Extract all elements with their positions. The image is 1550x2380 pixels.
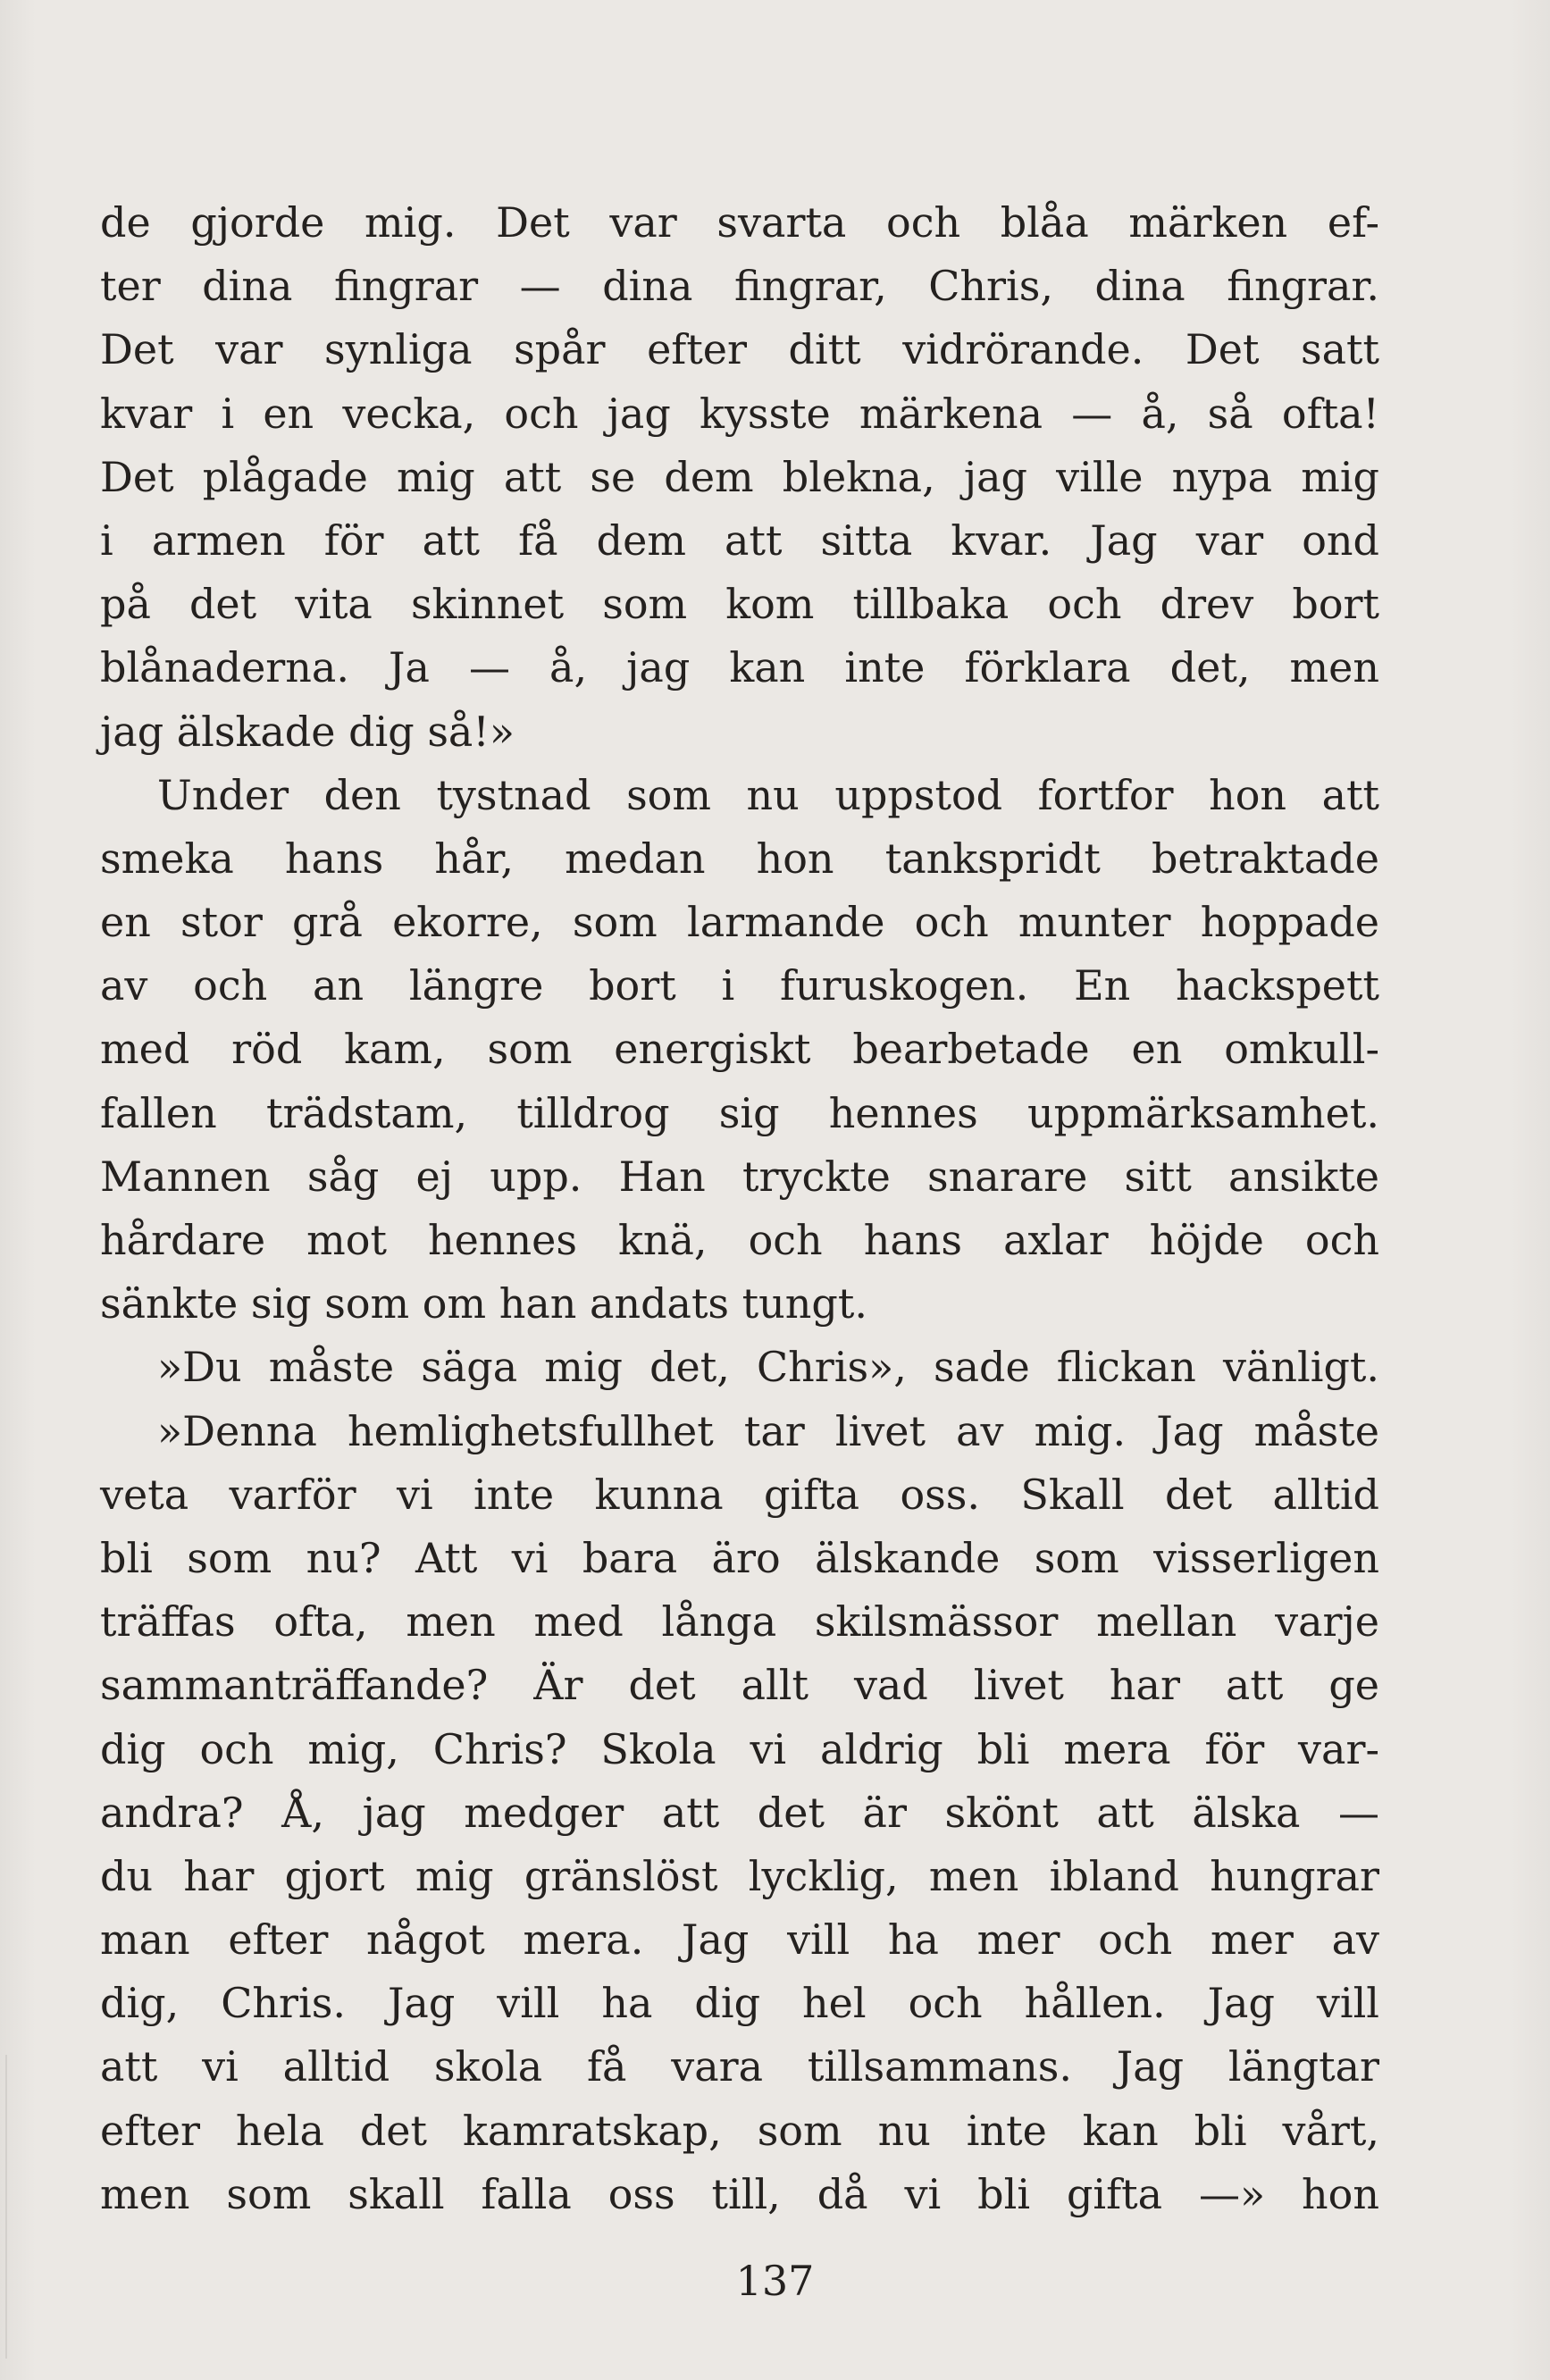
text-line: dig och mig, Chris? Skola vi aldrig bli mera för var- bbox=[100, 1724, 1379, 1773]
text-line: Det plågade mig att se dem blekna, jag ville nypa mig bbox=[100, 452, 1379, 501]
text-line: sammanträffande? Är det allt vad livet har att ge bbox=[100, 1661, 1379, 1710]
text-line: jag älskade dig så!» bbox=[100, 707, 515, 756]
text-line: att vi alltid skola få vara tillsammans. Jag längtar bbox=[100, 2042, 1379, 2091]
text-line: kvar i en vecka, och jag kysste märkena — å, så ofta! bbox=[100, 389, 1379, 438]
text-line: träffas ofta, men med långa skilsmässor mellan varje bbox=[100, 1597, 1379, 1647]
text-line: på det vita skinnet som kom tillbaka och drev bort bbox=[100, 580, 1379, 629]
text-line: av och an längre bort i furuskogen. En hackspett bbox=[100, 961, 1379, 1010]
text-line: man efter något mera. Jag vill ha mer och mer av bbox=[100, 1915, 1379, 1965]
text-line: hårdare mot hennes knä, och hans axlar höjde och bbox=[100, 1216, 1379, 1264]
text-line: men som skall falla oss till, då vi bli gifta —» hon bbox=[100, 2169, 1379, 2218]
text-line: »Du måste säga mig det, Chris», sade flickan vänligt. bbox=[157, 1343, 1379, 1392]
text-line: du har gjort mig gränslöst lycklig, men ibland hungrar bbox=[100, 1851, 1379, 1900]
text-line: i armen för att få dem att sitta kvar. Jag var ond bbox=[100, 515, 1379, 565]
text-line: fallen trädstam, tilldrog sig hennes uppmärksamhet. bbox=[100, 1088, 1379, 1137]
text-line: bli som nu? Att vi bara äro älskande som visserligen bbox=[100, 1533, 1379, 1582]
page-number: 137 bbox=[735, 2257, 815, 2305]
text-line: sänkte sig som om han andats tungt. bbox=[100, 1279, 867, 1328]
text-line: veta varför vi inte kunna gifta oss. Skall det alltid bbox=[100, 1470, 1379, 1519]
text-line: blånaderna. Ja — å, jag kan inte förklara det, men bbox=[100, 643, 1379, 692]
text-line: en stor grå ekorre, som larmande och munter hoppade bbox=[100, 898, 1379, 947]
text-line: dig, Chris. Jag vill ha dig hel och hållen. Jag vill bbox=[100, 1979, 1379, 2028]
text-line: smeka hans hår, medan hon tankspridt betraktade bbox=[100, 834, 1379, 883]
text-line: andra? Å, jag medger att det är skönt att älska — bbox=[100, 1788, 1379, 1837]
text-line: Mannen såg ej upp. Han tryckte snarare sitt ansikte bbox=[100, 1152, 1379, 1201]
text-line: Under den tystnad som nu uppstod fortfor hon att bbox=[157, 770, 1379, 819]
text-line: »Denna hemlighetsfullhet tar livet av mig. Jag måste bbox=[157, 1406, 1379, 1455]
body-text bbox=[100, 191, 1379, 2226]
text-line: de gjorde mig. Det var svarta och blåa märken ef- bbox=[100, 198, 1379, 247]
text-line: med röd kam, som energiskt bearbetade en omkull- bbox=[100, 1025, 1379, 1074]
text-line: ter dina fingrar — dina fingrar, Chris, dina fingrar. bbox=[100, 262, 1379, 311]
binding-edge bbox=[5, 2055, 7, 2359]
text-line: Det var synliga spår efter ditt vidrörande. Det satt bbox=[100, 325, 1379, 374]
text-line: efter hela det kamratskap, som nu inte kan bli vårt, bbox=[100, 2106, 1379, 2155]
